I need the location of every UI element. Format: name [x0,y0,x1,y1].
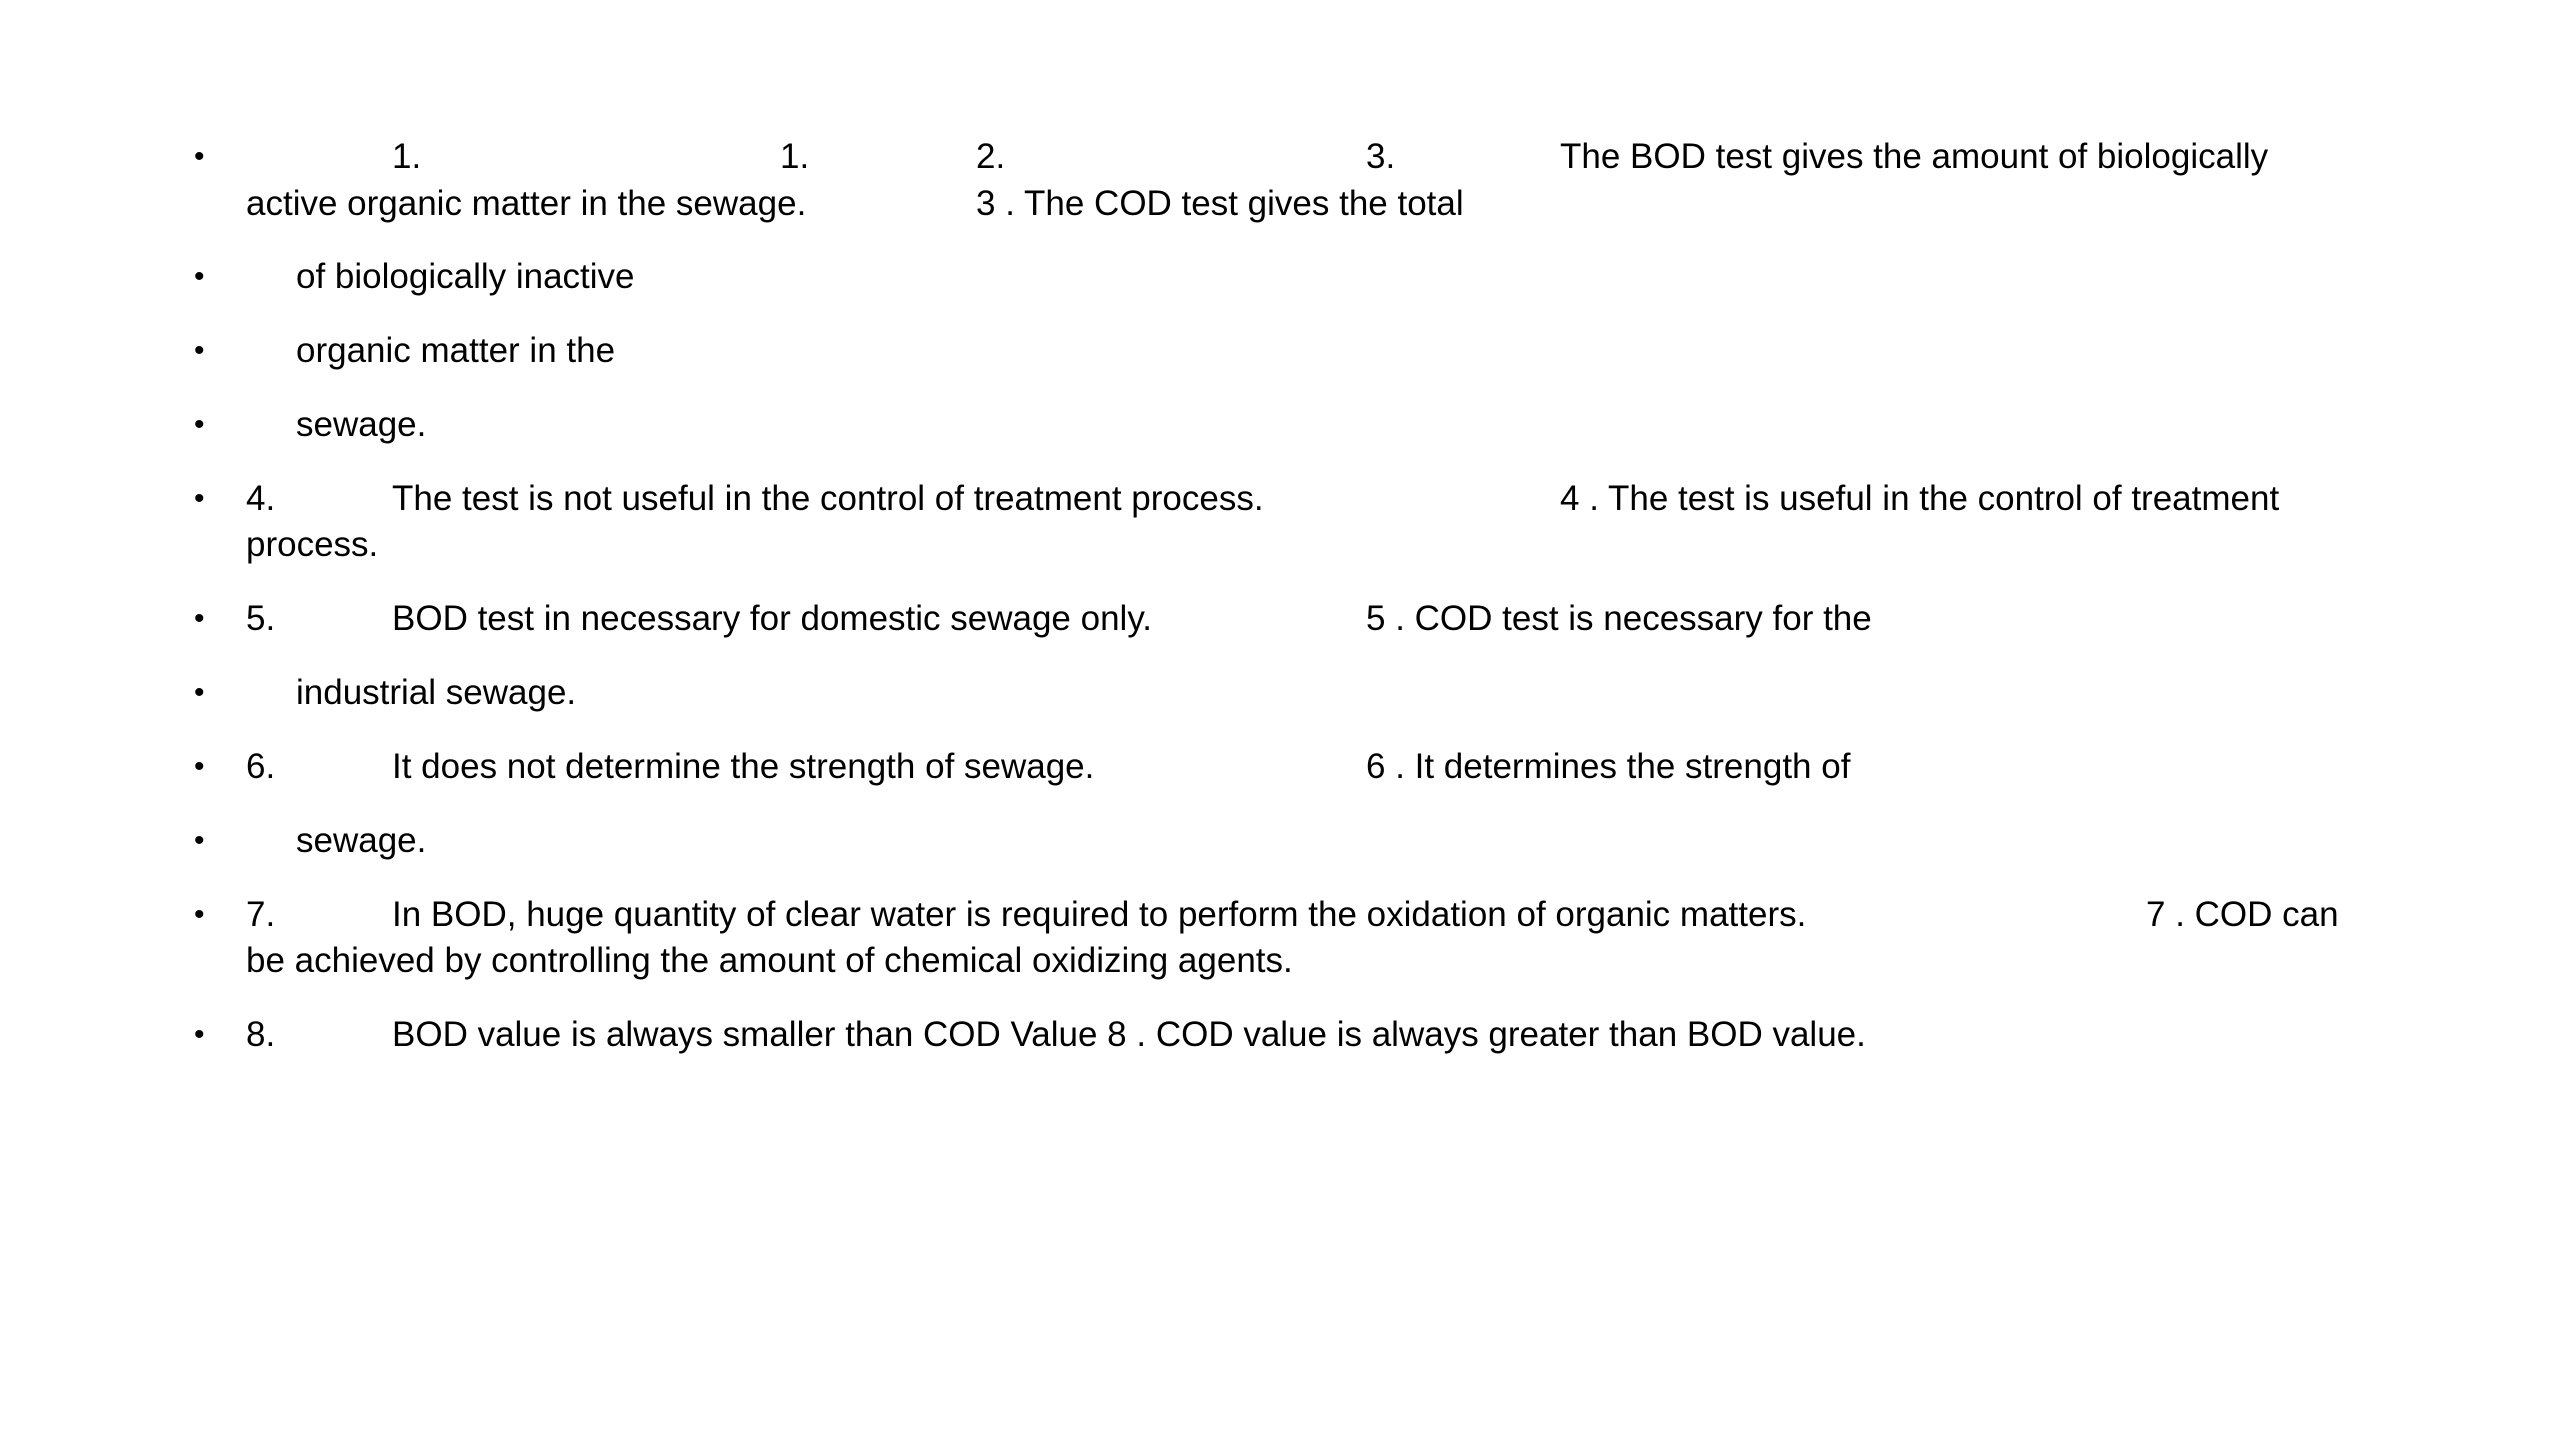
list-item-line [0,892,2560,938]
list-item-text: of biologically inactive [296,257,635,296]
list-item-text: 4 . The test is useful in the control of treatment [1560,479,2280,518]
list-item-line [0,254,2560,300]
list-item-line [0,134,2560,180]
list-item-text: BOD value is always smaller than COD Value 8 . COD value is always greater than BOD value. [392,1015,1866,1054]
list-item-text: In BOD, huge quantity of clear water is required to perform the oxidation of organic matters. [392,895,1807,934]
bullet-marker: • [194,482,205,515]
list-item-text: It does not determine the strength of sewage. [392,747,1095,786]
list-item-text: 1. [780,137,810,176]
bullet-marker: • [194,898,205,931]
list-item-line [0,744,2560,790]
bullet-marker: • [194,676,205,709]
list-item-line [0,522,2560,568]
list-item-number: 8. [246,1015,276,1054]
list-item-text: active organic matter in the sewage. [246,184,807,223]
list-item-text: The test is not useful in the control of treatment process. [392,479,1264,518]
list-item-text: organic matter in the [296,331,616,370]
list-item-line [0,818,2560,864]
list-item-text: 1. [392,137,422,176]
bullet-marker: • [194,824,205,857]
bullet-marker: • [194,140,205,173]
bullet-marker: • [194,750,205,783]
list-item-line [0,938,2560,984]
list-item-line [0,402,2560,448]
list-item-text: 5 . COD test is necessary for the [1366,599,1872,638]
list-item-number: 7. [246,895,276,934]
bullet-marker: • [194,334,205,367]
list-item-text: sewage. [296,405,427,444]
list-item-line [0,476,2560,522]
list-item-text: sewage. [296,821,427,860]
list-item-number: 6. [246,747,276,786]
list-item-text: 3 . The COD test gives the total [976,184,1464,223]
list-item-text: The BOD test gives the amount of biologically [1560,137,2269,176]
bullet-marker: • [194,408,205,441]
list-item-text: 6 . It determines the strength of [1366,747,1851,786]
list-item-text: industrial sewage. [296,673,577,712]
list-item-text: 7 . COD can [2146,895,2339,934]
list-item-line [0,328,2560,374]
list-item-text: 3. [1366,137,1396,176]
bullet-marker: • [194,602,205,635]
list-item-text: process. [246,525,379,564]
list-item-number: 5. [246,599,276,638]
list-item-line [0,1012,2560,1058]
list-item-text: 2. [976,137,1006,176]
list-item-line [0,596,2560,642]
list-item-line [0,670,2560,716]
list-item-text: be achieved by controlling the amount of chemical oxidizing agents. [246,941,1293,980]
bullet-marker: • [194,1018,205,1051]
bullet-marker: • [194,260,205,293]
list-item-number: 4. [246,479,276,518]
list-item-line [0,181,2560,227]
list-item-text: BOD test in necessary for domestic sewage only. [392,599,1152,638]
